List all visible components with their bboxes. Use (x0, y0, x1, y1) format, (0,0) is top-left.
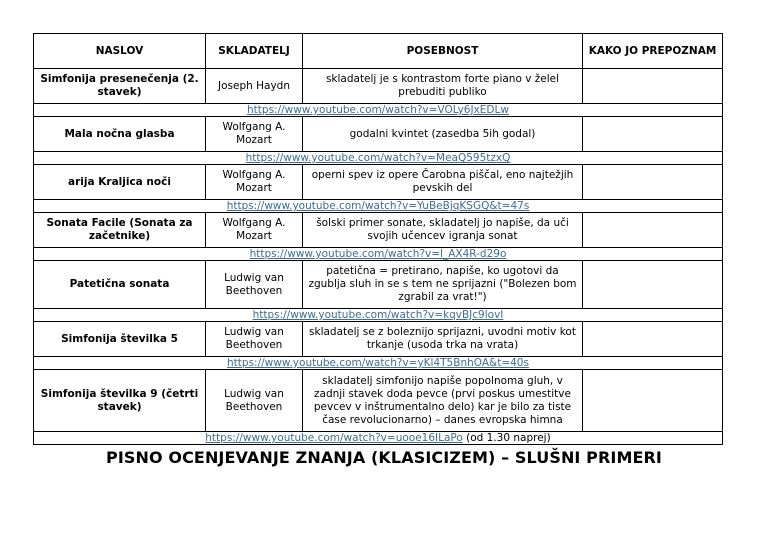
table-row (34, 69, 723, 104)
composer-cell: Ludwig van Beethoven (206, 261, 303, 309)
header-naslov: NASLOV (34, 34, 206, 69)
table-row (34, 165, 723, 200)
link-note: (od 1.30 naprej) (462, 432, 551, 444)
composer-cell: Ludwig van Beethoven (206, 370, 303, 432)
description-cell: skladatelj simfonijo napiše popolnoma gluh, v zadnji stavek doda pevce (prvi poskus umestitve pevcev v inštrumentalno delo) kar je bilo za tiste čase revolucionarno) – danes evropska himna (303, 370, 583, 432)
recognition-cell (583, 261, 723, 309)
link-cell (34, 104, 723, 117)
link-cell (34, 357, 723, 370)
composer-cell: Wolfgang A. Mozart (206, 165, 303, 200)
link-cell (34, 248, 723, 261)
page-title: PISNO OCENJEVANJE ZNANJA (KLASICIZEM) – SLUŠNI PRIMERI (106, 448, 662, 467)
table-row (34, 117, 723, 152)
table-body (34, 69, 723, 445)
table-row (34, 261, 723, 309)
composer-cell: Wolfgang A. Mozart (206, 117, 303, 152)
title-cell: Patetična sonata (34, 261, 206, 309)
recognition-cell (583, 117, 723, 152)
link-cell (34, 152, 723, 165)
link-cell (34, 309, 723, 322)
description-cell: šolski primer sonate, skladatelj jo napiše, da uči svojih učencev igranja sonat (303, 213, 583, 248)
composer-cell: Wolfgang A. Mozart (206, 213, 303, 248)
youtube-link[interactable]: https://www.youtube.com/watch?v=uooe16ILaPo (205, 432, 463, 444)
youtube-link[interactable]: https://www.youtube.com/watch?v=MeaQ595tzxQ (245, 152, 511, 164)
link-row (34, 357, 723, 370)
title-cell: Mala nočna glasba (34, 117, 206, 152)
title-cell: arija Kraljica noči (34, 165, 206, 200)
table-row (34, 370, 723, 432)
description-cell: skladatelj se z boleznijo sprijazni, uvodni motiv kot trkanje (usoda trka na vrata) (303, 322, 583, 357)
link-row (34, 432, 723, 445)
description-cell: operni spev iz opere Čarobna piščal, eno najtežjih pevskih del (303, 165, 583, 200)
recognition-cell (583, 213, 723, 248)
title-cell: Sonata Facile (Sonata za začetnike) (34, 213, 206, 248)
description-cell: godalni kvintet (zasedba 5ih godal) (303, 117, 583, 152)
title-cell: Simfonija številka 5 (34, 322, 206, 357)
header-skladatelj: SKLADATELJ (206, 34, 303, 69)
recognition-cell (583, 322, 723, 357)
header-posebnost: POSEBNOST (303, 34, 583, 69)
link-row (34, 200, 723, 213)
recognition-cell (583, 370, 723, 432)
header-row (34, 34, 723, 69)
youtube-link[interactable]: https://www.youtube.com/watch?v=VOLy6JxEDLw (247, 104, 509, 116)
recognition-cell (583, 165, 723, 200)
youtube-link[interactable]: https://www.youtube.com/watch?v=yKl4T5BnhOA&t=40s (227, 357, 529, 369)
recognition-cell (583, 69, 723, 104)
title-cell: Simfonija presenečenja (2. stavek) (34, 69, 206, 104)
table-row (34, 322, 723, 357)
link-row (34, 309, 723, 322)
composer-cell: Ludwig van Beethoven (206, 322, 303, 357)
youtube-link[interactable]: https://www.youtube.com/watch?v=YuBeBjqKSGQ&t=47s (226, 200, 530, 212)
description-cell: skladatelj je s kontrastom forte piano v želel prebuditi publiko (303, 69, 583, 104)
composer-cell: Joseph Haydn (206, 69, 303, 104)
youtube-link[interactable]: https://www.youtube.com/watch?v=l_AX4R-d29o (249, 248, 507, 260)
link-cell (34, 432, 723, 445)
link-row (34, 248, 723, 261)
link-row (34, 104, 723, 117)
table-row (34, 213, 723, 248)
youtube-link[interactable]: https://www.youtube.com/watch?v=kqvBJc9lovI (252, 309, 504, 321)
title-cell: Simfonija številka 9 (četrti stavek) (34, 370, 206, 432)
description-cell: patetična = pretirano, napiše, ko ugotovi da zgublja sluh in se s tem ne sprijazni ("Bolezen bom zgrabil za vrat!") (303, 261, 583, 309)
listening-table (33, 33, 723, 445)
link-cell (34, 200, 723, 213)
link-row (34, 152, 723, 165)
header-kako: KAKO JO PREPOZNAM (583, 34, 723, 69)
